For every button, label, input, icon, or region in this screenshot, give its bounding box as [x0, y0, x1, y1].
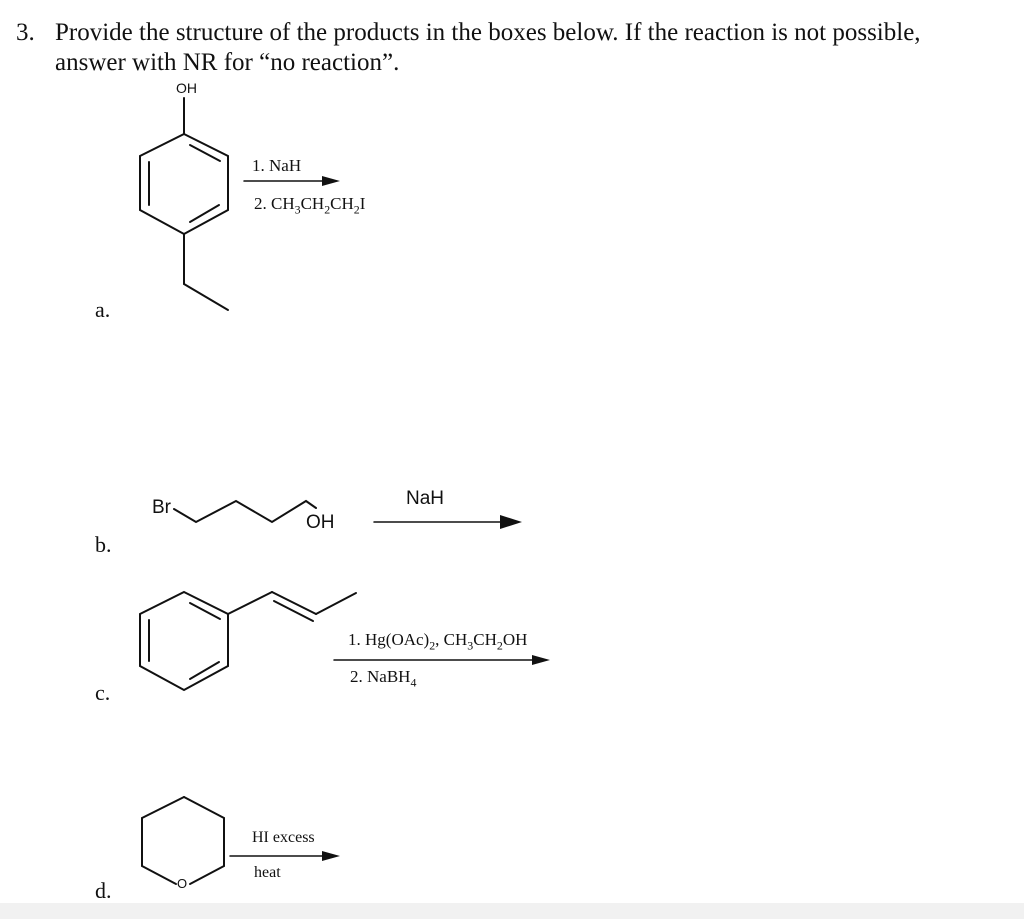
part-d-reagent-top: HI excess	[252, 829, 315, 846]
part-b-carbon-chain	[174, 501, 316, 522]
part-b-br-label: Br	[152, 497, 171, 518]
part-c-propenyl-chain	[228, 592, 356, 621]
part-c-benzene-ring	[140, 592, 228, 690]
part-a-label: a.	[95, 297, 111, 322]
part-b-reagent: NaH	[406, 488, 445, 509]
part-a-step2: 2. $CH_3CH_2CH_2I$	[254, 194, 366, 217]
part-d-ring-oxygen: O	[177, 876, 188, 891]
part-a-oh-label: OH	[176, 80, 197, 96]
question-text-line1: Provide the structure of the products in the boxes below. If the reaction is not possible,	[55, 19, 921, 46]
question-text-line2: answer with NR for “no reaction”.	[55, 49, 400, 76]
part-b-oh-label: OH	[306, 512, 335, 533]
question-number: 3.	[16, 19, 35, 46]
part-d-reagent-bottom: heat	[254, 864, 281, 881]
part-d-oxane-ring	[142, 797, 224, 884]
part-a-ethyl-chain	[184, 234, 228, 310]
part-a-benzene-ring	[140, 134, 228, 234]
part-d-reaction-arrow	[230, 851, 340, 861]
part-c-label: c.	[95, 680, 111, 705]
part-a-reaction-arrow	[244, 176, 340, 186]
part-b-reaction-arrow	[374, 515, 522, 529]
part-c-step1: 1. $Hg(OAc)_2$, $CH_3CH_2OH$	[348, 630, 528, 653]
part-c-reaction-arrow	[334, 655, 550, 665]
part-c-step2: 2. NaBH$_4$	[350, 667, 417, 690]
part-d-label: d.	[95, 878, 112, 903]
part-b-label: b.	[95, 532, 112, 557]
page-bottom-edge	[0, 903, 1024, 919]
part-a-step1: 1. NaH	[252, 156, 302, 175]
